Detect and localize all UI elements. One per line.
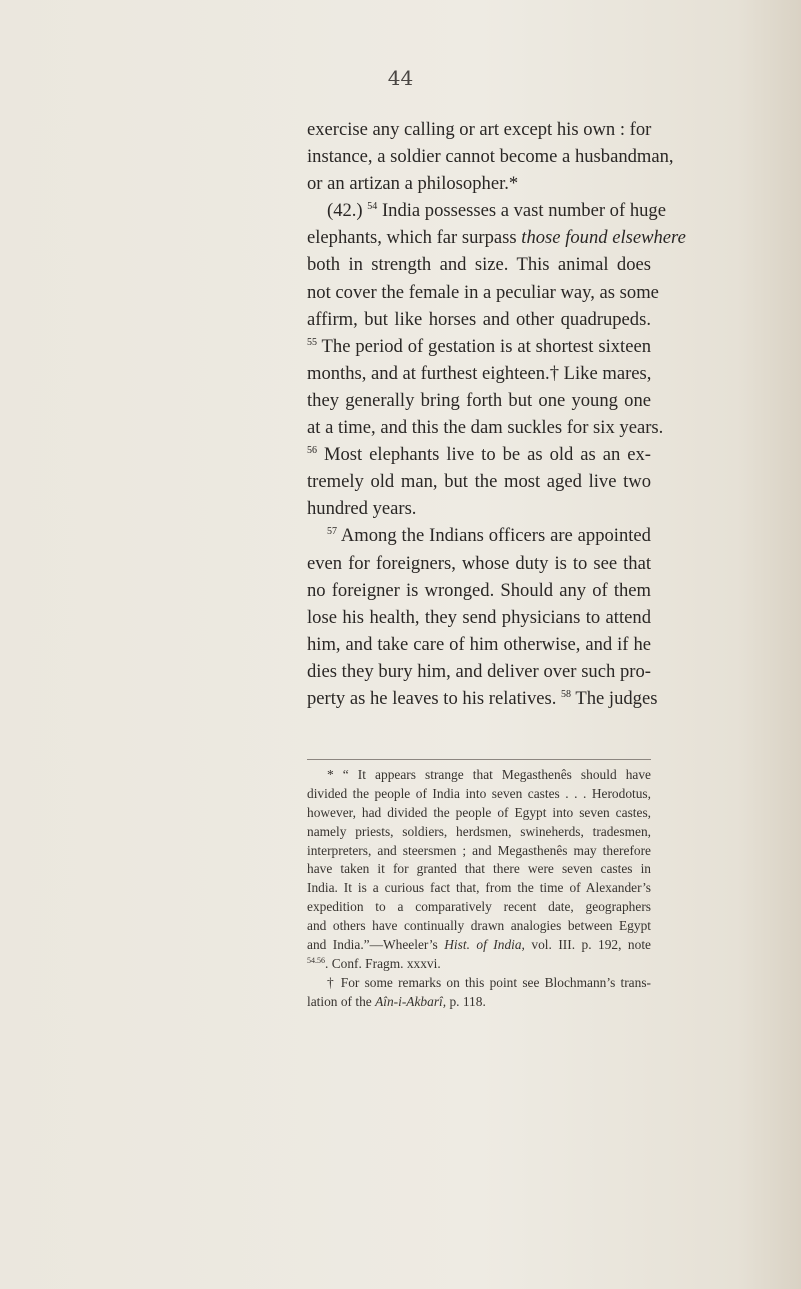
text-span: p. 118.	[449, 993, 486, 1009]
text-span: elephants, which far surpass	[307, 227, 517, 249]
text-line	[307, 224, 686, 251]
text-line: him, and take care of him otherwise, and if he	[307, 633, 651, 655]
italic-title: Hist. of India,	[444, 937, 525, 953]
page-number: 44	[387, 66, 414, 90]
text-line	[307, 333, 651, 360]
footnote-line: divided the people of India into seven castes . . . Herodotus,	[307, 785, 651, 801]
text-line	[307, 197, 666, 224]
fragment-marker: 54.56	[307, 955, 325, 965]
text-span: The judges	[575, 687, 658, 709]
fragment-marker: 58	[561, 688, 572, 700]
text-span: India possesses a vast number of huge	[381, 200, 666, 222]
text-line: even for foreigners, whose duty is to see that	[307, 552, 651, 574]
footnote-line: interpreters, and steersmen ; and Megasthenês may therefore	[307, 842, 651, 858]
text-span: Among the Indians officers are appointed	[340, 525, 651, 547]
text-line: they generally bring forth but one young one	[307, 389, 651, 411]
footnote-line	[307, 993, 651, 1012]
text-line: instance, a soldier cannot become a husbandman,	[307, 146, 674, 168]
text-line: tremely old man, but the most aged live two	[307, 471, 651, 493]
text-span: . Conf. Fragm. xxxvi.	[325, 955, 441, 971]
text-span: lation of the	[307, 993, 372, 1009]
text-span: vol. III. p. 192, note	[531, 937, 651, 953]
text-line: at a time, and this the dam suckles for six years.	[307, 417, 664, 439]
footnote-line: have taken it for granted that there were seven castes in	[307, 861, 651, 877]
text-line: dies they bury him, and deliver over such pro-	[307, 660, 651, 682]
footnotes	[307, 766, 651, 1012]
text-line: exercise any calling or art except his own : for	[307, 119, 652, 140]
text-line: lose his health, they send physicians to attend	[307, 606, 651, 628]
footnote-line: namely priests, soldiers, herdsmen, swineherds, tradesmen,	[307, 823, 651, 839]
footnote-line: and others have continually drawn analogies between Egypt	[307, 918, 651, 934]
fragment-marker: 56	[307, 445, 317, 457]
text-line: both in strength and size. This animal does	[307, 254, 651, 276]
footnote-line: * “ It appears strange that Megasthenês should have	[327, 767, 651, 782]
italic-title: Aîn-i-Akbarî,	[375, 993, 447, 1009]
text-span: The period of gestation is at shortest sixteen	[321, 335, 652, 357]
footnote-divider	[307, 759, 651, 760]
paragraph-number: (42.)	[327, 200, 363, 222]
text-line: affirm, but like horses and other quadrupeds.	[307, 308, 651, 330]
fragment-marker: 54	[367, 201, 378, 213]
text-line: hundred years.	[307, 498, 417, 520]
text-line: not cover the female in a peculiar way, as some	[307, 281, 659, 303]
footnote-line: India. It is a curious fact that, from the time of Alexander’s	[307, 880, 651, 896]
footnote-line: † For some remarks on this point see Blochmann’s trans-	[327, 974, 651, 990]
text-line: months, and at furthest eighteen.† Like mares,	[307, 362, 652, 384]
fragment-marker: 57	[327, 526, 337, 538]
text-line	[307, 522, 651, 549]
text-line: no foreigner is wronged. Should any of them	[307, 579, 651, 601]
text-span: Most elephants live to be as old as an ex-	[323, 444, 651, 466]
text-line	[307, 685, 658, 712]
fragment-marker: 55	[307, 336, 317, 348]
footnote-line	[307, 936, 651, 955]
footnote-line: however, had divided the people of Egypt into seven castes,	[307, 804, 651, 820]
text-span: and India.”—Wheeler’s	[307, 937, 438, 953]
footnote-line: expedition to a comparatively recent date, geographers	[307, 899, 651, 915]
text-line: or an artizan a philosopher.*	[307, 173, 519, 195]
italic-phrase: those found elsewhere	[521, 227, 686, 249]
footnote-line	[307, 955, 651, 974]
text-span: perty as he leaves to his relatives.	[307, 687, 557, 709]
text-line	[307, 441, 651, 468]
main-text	[307, 116, 686, 712]
